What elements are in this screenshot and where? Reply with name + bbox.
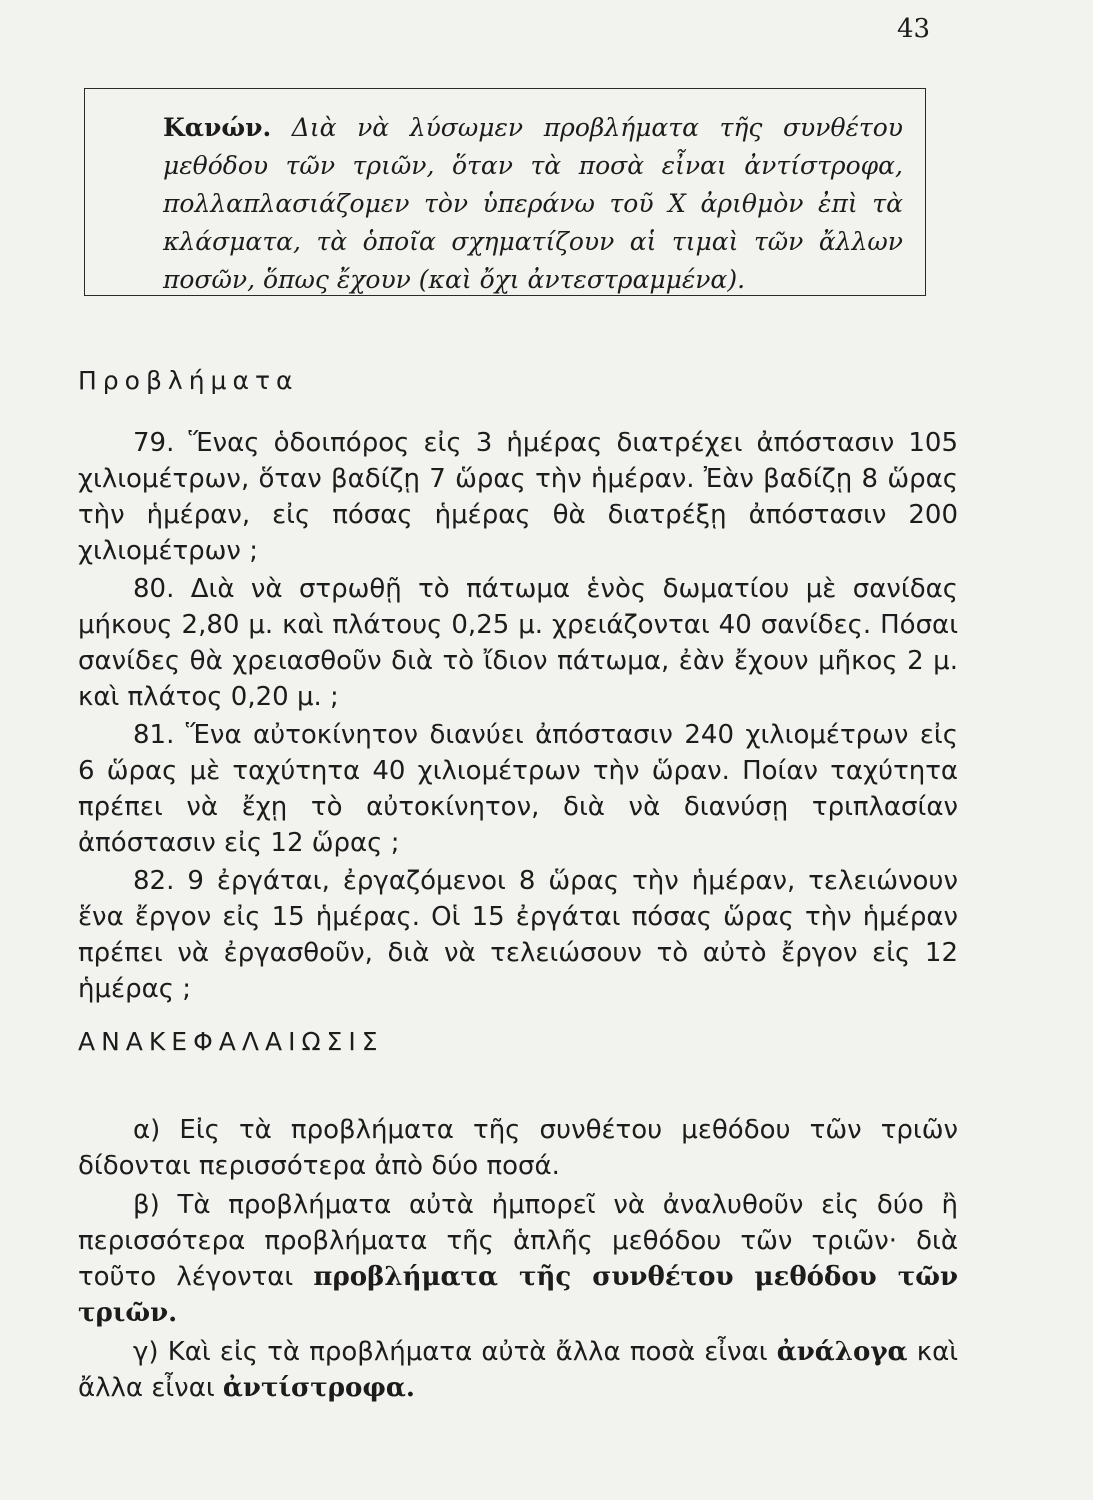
- rule-box: [84, 88, 926, 296]
- problem-80: 80. Διὰ νὰ στρωθῇ τὸ πάτωμα ἑνὸς δωματίου μὲ σανίδας μήκους 2,80 μ. καὶ πλάτους 0,25 μ. χρειάζονται 40 σανίδες. Πόσαι σανίδες θὰ χρειασθοῦν διὰ τὸ ἴδιον πάτωμα, ἐὰν ἔχουν μῆκος 2 μ. καὶ πλάτος 0,20 μ. ;: [78, 574, 958, 712]
- problem-82: 82. 9 ἐργάται, ἐργαζόμενοι 8 ὥρας τὴν ἡμέραν, τελειώνουν ἕνα ἔργον εἰς 15 ἡμέρας. Οἱ 15 ἐργάται πόσας ὥρας τὴν ἡμέραν πρέπει νὰ ἐργασθοῦν, διὰ νὰ τελειώσουν τὸ αὐτὸ ἔργον εἰς 12 ἡμέρας ;: [78, 866, 958, 1004]
- summary-point-c-bold2: ἀντίστροφα.: [222, 1373, 415, 1403]
- rule-text: Διὰ νὰ λύσωμεν προβλήματα τῆς συνθέτου μεθόδου τῶν τριῶν, ὅταν τὰ ποσὰ εἶναι ἀντίστροφα, πολλαπλασιάζομεν τὸν ὑπεράνω τοῦ X ἀριθμὸν ἐπὶ τὰ κλάσματα, τὰ ὁποῖα σχηματίζουν αἱ τιμαὶ τῶν ἄλλων ποσῶν, ὅπως ἔχουν (καὶ ὄχι ἀντεστραμμένα).: [163, 113, 903, 294]
- summary-point-b: [78, 1187, 958, 1331]
- problems-heading: Προβλήματα: [78, 366, 299, 395]
- summary-point-b-bold: προβλήματα τῆς συνθέτου μεθόδου τῶν τριῶν.: [78, 1262, 958, 1328]
- problem-81: 81. Ἕνα αὐτοκίνητον διανύει ἀπόστασιν 240 χιλιομέτρων εἰς 6 ὥρας μὲ ταχύτητα 40 χιλιομέτρων τὴν ὥραν. Ποίαν ταχύτητα πρέπει νὰ ἔχῃ τὸ αὐτοκίνητον, διὰ νὰ διανύσῃ τριπλασίαν ἀπόστασιν εἰς 12 ὥρας ;: [78, 720, 958, 858]
- page-number: 43: [897, 14, 931, 44]
- summary-heading: ΑΝΑΚΕΦΑΛΑΙΩΣΙΣ: [78, 1027, 384, 1056]
- summary-point-c-text1: γ) Καὶ εἰς τὰ προβλήματα αὐτὰ ἄλλα ποσὰ εἶναι: [133, 1337, 777, 1367]
- problem-79: 79. Ἕνας ὁδοιπόρος εἰς 3 ἡμέρας διατρέχει ἀπόστασιν 105 χιλιομέτρων, ὅταν βαδίζῃ 7 ὥρας τὴν ἡμέραν. Ἐὰν βαδίζῃ 8 ὥρας τὴν ἡμέραν, εἰς πόσας ἡμέρας θὰ διατρέξῃ ἀπόστασιν 200 χιλιομέτρων ;: [78, 428, 958, 566]
- summary-point-c-bold1: ἀνάλογα: [776, 1337, 908, 1367]
- rule-lead: Κανών.: [163, 113, 272, 142]
- summary-point-b-text: β) Τὰ προβλήματα αὐτὰ ἠμπορεῖ νὰ ἀναλυθοῦν εἰς δύο ἢ περισσότερα προβλήματα τῆς ἁπλῆς μεθόδου τῶν τριῶν· διὰ τοῦτο λέγονται: [78, 1190, 958, 1292]
- summary-point-c-text2: καὶ ἄλλα εἶναι: [78, 1337, 959, 1403]
- summary-point-c: [78, 1334, 958, 1406]
- problems-list: [78, 425, 958, 1009]
- summary-point-a: α) Εἰς τὰ προβλήματα τῆς συνθέτου μεθόδου τῶν τριῶν δίδονται περισσότερα ἀπὸ δύο ποσά.: [78, 1115, 958, 1181]
- summary-section: [78, 1112, 958, 1409]
- rule-paragraph: [107, 109, 903, 299]
